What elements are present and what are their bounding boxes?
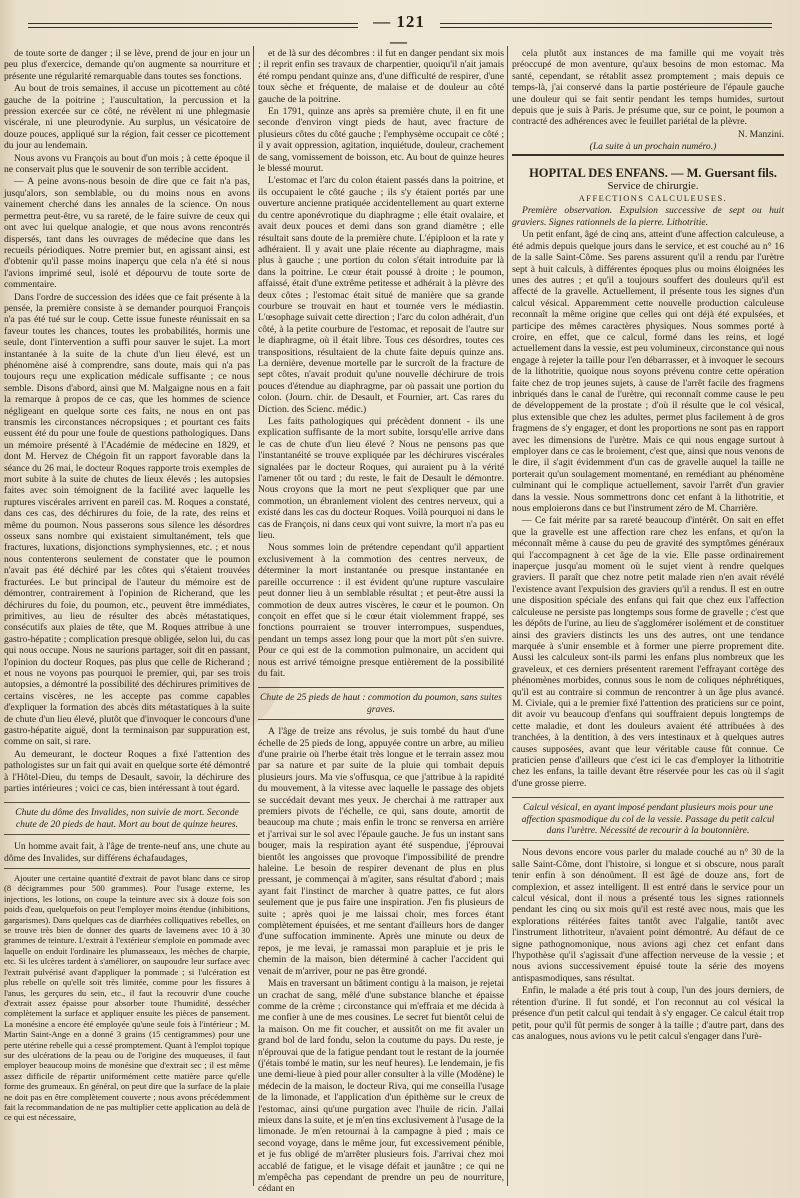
paragraph: Nous devons encore vous parler du malade couché au n° 30 de la salle Saint-Côme, dont l'histoire, si longue et si obscure, nous paraît tenir enfin à son dénoûment. Il est âgé de douze ans, fort de complexion, et assez intelligent. Il est entré dans le service pour un calcul vésical, dont il nous a présenté tous les signes rationnels pendant les cinq ou six mois qu'il est resté avec nous, mais que les explorations réitérées faites tantôt avec l'algalie, tantôt avec l'instrument lithotriteur, n'avaient point démontré. Au défaut de ce signe pathognomonique, nous avions agi chez cet enfant dans l'hypothèse qu'il s'agissait d'une affection nerveuse de la vessie ; et nous avions successivement épuisé toute la série des moyens antispasmodiques, sans résultat. <box>512 847 784 984</box>
section-heading: Chute de 25 pieds de haut : commotion du poumon, sans suites graves. <box>258 687 504 720</box>
column-3 <box>512 48 784 1043</box>
column-2 <box>258 48 504 1196</box>
paragraph: Les faits pathologiques qui précèdent donnent - ils une explication suffisante de la mort subite, lorsqu'elle arrive dans le cas de chute d'un lieu élevé ? Nous ne pensons pas que l'instantanéité se trouve expliquée par les déchirures viscérales signalées par le docteur Roques, qui auraient pu à la vérité l'amener tôt ou tard ; du reste, le fait de Desault le démontre. Nous croyons que la mort ne peut s'expliquer que par une commotion, un ébranlement violent des centres nerveux, qui a existé dans les cas du docteur Roques. Voilà pourquoi ni dans le cas de François, ni dans ceux qui vont suivre, la mort n'a pas eu lieu. <box>258 416 504 542</box>
article-topic: AFFECTIONS CALCULEUSES. <box>578 194 728 204</box>
paragraph: Un homme avait fait, à l'âge de trente-neuf ans, une chute au dôme des Invalides, sur différens échafaudages, <box>4 841 250 864</box>
observation-title: Première observation. Expulsion successive de sept ou huit graviers. Signes rationnels de la pierre. Lithotritie. <box>512 205 784 228</box>
footnote: Ajouter une certaine quantité d'extrait de pavot blanc dans ce sirop (8 décigrammes pour 500 grammes). Pour l'usage externe, les injections, les lotions, on coupe la teinture avec six à douze fois son poids d'eau, quelquefois on peut l'employer moins étendue (inhibitions, gargarismes). Dans quelques cas de diarrhées colliquatives rebelles, on se trouve très bien de donner des quarts de lavemens avec 10 à 30 grammes de teinture. L'extrait à l'extérieur s'emploie en pommade avec laquelle on enduit l'ordinaire les plumasseaux, les mèches de charpie, etc. Si les ulcères tardent à s'améliorer, on saupoudre leur surface avec l'extrait pulvérisé avant d'appliquer la pommade ; si l'ulcération est plus rebelle on qu'elle soit très limitée, comme pour les fissures à l'anus, les gerçures du sein, etc., il faut la recouvrir d'une couche d'extrait assez épaisse pour absorber toute l'humidité, dessécher complètement la surface et appliquer ensuite les pièces de pansement. La monésine a encore été employée qu'une seule fois à l'intérieur ; M. Martin Saint-Ange en a donné 3 grains (15 centigrammes) pour une perte utérine rebelle qui a cessé promptement. Quant à l'emploi topique sur des ulcérations de la peau ou de l'origine des muqueuses, il faut employer beaucoup moins de monésine que d'extrait sec ; il est même assez difficile de répartir uniformément cette matière parce qu'elle forme des grumeaux. En général, on peut dire que la surface de la plaie ne doit pas en être complètement couverte ; nous avons précédemment fait la recommandation de ne pas multiplier cette application au delà de ce qui est nécessaire, <box>4 868 250 1123</box>
header-rule-left <box>28 23 358 28</box>
paragraph: Nous avons vu François au bout d'un mois ; à cette époque il ne conservait plus que le souvenir de son terrible accident. <box>4 152 250 176</box>
paragraph: et de là sur des décombres : il fut en danger pendant six mois ; il reprit enfin ses travaux de charpentier, quoiqu'il n'ait jamais été rompu pendant quinze ans, d'une difficulté de respirer, d'une toux sèche et fréquente, de malaise et de douleur au côté gauche de la poitrine. <box>258 48 504 105</box>
paragraph: Un petit enfant, âgé de cinq ans, atteint d'une affection calculeuse, a été admis depuis quelque jours dans le service, et est couché au n° 16 de la salle Saint-Côme. Ses parens assurent qu'il a rendu par l'urètre sept à huit calculs, à différentes époques plus ou moins éloignées les unes des autres ; et qu'il a toujours souffert des douleurs qu'il est affecté de la gravelle. Actuellement, il présente tous les signes d'un calcul vésical. Apparemment cette nouvelle production calculeuse reconnaît la même origine que celles qui ont déjà été expulsées, et participe des mêmes caractères physiques. Nous sommes porté à croire, en effet, que ce calcul, formé dans les reins, et logé actuellement dans la vessie, est peu volumineux, circonstance qui nous engage à rejeter la taille pour l'en débarrasser, et à invoquer le secours de la lithotritie, quoique nous soyons prévenu contre cette opération faite chez de trop jeunes sujets, à cause de l'arrêt facile des fragmens inbriqués dans le canal de l'urètre, qui reconnaît comme cause le peu de développement de la prostate ; d'où il résulte que le col vésical, plus extensible que chez les adultes, permet plus facilement à de gros fragmens de s'y engager, et dont les proportions ne sont pas en rapport avec les dimensions de l'urètre. Mais ce qui nous engage surtout à employer dans ce cas le broiement, c'est que, ainsi que nous venons de le dire, il s'agit évidemment d'un cas de gravelle auquel la taille ne porterait qu'un soulagement momentané, en remédiant au phénomène culminant qui le complique actuellement, savoir l'arrêt d'un gravier dans la vessie. Nous sommettrons donc cet enfant à la lithotritie, et nous emploierons dans ce but l'instrument zéro de M. Charrière. <box>512 229 785 515</box>
column-divider <box>253 46 254 1186</box>
section-heading: Chute du dôme des Invalides, non suivie de mort. Seconde chute de 20 pieds de haut. Mort au bout de quinze heures. <box>4 802 250 835</box>
paragraph: de toute sorte de danger ; il se lève, prend de jour en jour un peu plus d'exercice, demande qu'on augmente sa nourriture et présente une régularité remarquable dans toutes ses fonctions. <box>4 48 250 82</box>
paragraph: En 1791, quinze ans après sa première chute, il en fit une seconde d'environ vingt pieds de haut, avec fracture de plusieurs côtes du côté gauche ; l'emphysème occupait ce côté ; il y avait oppression, agitation, inquiétude, douleur, crachement de sang, vomissement de boisson, etc. Au bout de quinze heures le blessé mourut. <box>258 106 504 175</box>
paragraph: Enfin, le malade a été pris tout à coup, l'un des jours derniers, de rétention d'urine. Il fut sondé, et l'on reconnut au col vésical la présence d'un petit calcul qui tendait à s'y engager. Ce calcul était trop petit, pour qu'il fût permis de songer à la taille ; d'autre part, dans des cas analogues, nous avions vu le petit calcul s'engager dans l'urè- <box>512 985 784 1042</box>
paragraph: — A peine avons-nous besoin de dire que ce fait n'a pas, jusqu'alors, son semblable, ou du moins nous en avons vainement cherché dans les annales de la science. On nous permettra peut-être, vu sa rareté, de le faire suivre de ceux qui ont avec lui quelque analogie, et que nous avons rencontrés dispersés, tant dans les ouvrages de médecine que dans les recueils périodiques. Notre premier but, en agissant ainsi, est d'obtenir qu'il passe moins inaperçu que cela n'a été si nous l'avions imprimé seul, isolé et dépourvu de toute sorte de commentaire. <box>4 176 250 291</box>
continued-note: (La suite à un prochain numéro.) <box>589 141 717 153</box>
page-header <box>0 10 800 51</box>
paragraph: L'estomac et l'arc du colon étaient passés dans la poitrine, et ils occupaient le côté gauche ; ils s'y étaient portés par une ouverture ancienne pratiquée accidentellement au quart externe du centre aponévrotique du diaphragme ; elle était ovalaire, et avait deux pouces et demi dans son grand diamètre ; elle résultait sans doute de la première chute. L'épiploon et la rate y adhéraient. Il y avait une plaie récente au diaphragme, mais plus à gauche ; une portion du colon s'était introduite par là dans la poitrine. Le cœur était poussé à droite ; le poumon, affaissé, était d'une extrême petitesse et adhérait à la plèvre des deux côtes ; l'estomac était situé de manière que sa grande courbure se trouvait en haut et tournée vers le médiastin. L'œsophage suivait cette direction ; l'arc du colon adhérait, d'un côté, à la petite courbure de l'estomac, et reposait de l'autre sur le diaphragme, où il était libre. Tous ces désordres, toutes ces transpositions, résultaient de la chute faite depuis quinze ans. La dernière, devenue mortelle par le surcroît de la fracture de sept côtes, n'avait produit qu'une nouvelle déchirure de trois pouces d'étendue au diaphragme, par où passait une portion du colon. (Journ. chir. de Desault, et Fournier, art. Cas rares du Diction. des Scienc. médic.) <box>258 175 504 415</box>
paragraph: Dans l'ordre de succession des idées que ce fait présente à la pensée, la première consiste à se demander pourquoi François n'a pas été tué sur le coup. Cette issue funeste réunissait en sa faveur toutes les chances, toutes les probabilités, hormis une seule, dont l'intervention a suffi pour sauver le sujet. La mort instantanée à la suite de la chute d'un lieu élevé, est un phénomène aisé à comprendre, sans doute, mais qui n'a pas toujours reçu une explication médicale suffisante ; ce nous semble. Disons d'abord, ainsi que M. Malgaigne nous en a fait la remarque à propos de ce cas, que les hommes de science négligeant en quelque sorte ces faits, ne nous en ont pas transmis les circonstances nécropsiques ; et pourtant ces faits eussent été du pour une foule de questions pathologiques. Dans un mémoire présenté à l'Académie de médecine en 1829, et dont M. Hervez de Chégoin fit un rapport favorable dans la séance du 26 mai, le docteur Roques rapporte trois exemples de mort subite à la suite de chutes de lieux élevés ; les autopsies faites avec soin témoignent de la facilité avec laquelle les ruptures viscérales arrivent en pareil cas. M. Roques a constaté, dans ces cas, des déchirures du foie, de la rate, des reins et même du poumon. Nous passerons sous silence les désordres osseux sans nombre qui existaient simultanément, tels que fractures, luxations, disjonctions symphysiennes, etc. ; et nous nous contenterons seulement de constater que le poumon n'avait pas été déchiré par les côtes qui s'étaient trouvées fracturées. Le but principal de l'auteur du mémoire est de démontrer, contrairement à l'opinion de Richerand, que les déchirures du foie, du poumon, etc., peuvent être immédiates, primitives, au lieu de résulter des abcès métastatiques, consécutifs aux plaies de tête, que M. Roques attribue à une gastro-hépatite ; complication presque obligée, selon lui, du cas qui nous occupe. Nous ne saurions partager, soit dit en passant, l'opinion du docteur Roques, pas plus que celle de Richerand ; et nous ne voyons pas pourquoi le premier, qui, par ses trois autopsies, a démontré la possibilité des déchirures primitives de certains viscères, ne les accepte pas comme capables d'expliquer la formation des abcès dits métastatiques à la suite de chute d'un lieu élevé, plutôt que d'invoquer le concours d'une gastro-hépatite aiguë, dont la terminaison par suppuration est, comme on sait, si rare. <box>4 291 250 748</box>
paragraph: — Ce fait mérite par sa rareté beaucoup d'intérêt. On sait en effet que la gravelle est une affection rare chez les enfans, et qu'on la méconnaît même à cause du peu de gravité des symptômes généraux qui l'accompagnent à cet âge de la vie. Elle passe ordinairement inaperçue jusqu'au moment où le sujet vient à rendre quelques graviers. Il paraît que chez notre petit malade rien n'en avait révélé l'existence avant l'expulsion des graviers qu'il a rendus. Il est en outre une disposition spéciale des enfans qui fait que chez eux l'affection calculeuse ne persiste pas longtemps sous forme de gravelle ; c'est que les dépôts de l'urine, au lieu de s'agglomérer isolément et de constituer ainsi des graviers distincts les uns des autres, ont une tendance marquée à s'unir ensemble et à former une pierre proprement dite. Aussi les calculeux sont-ils parmi les enfans plus nombreux que les graveleux, et ces derniers présentent rarement l'effrayant cortège des phénomènes morbides, connus sous le nom de coliques néphrétiques, qu'il est au contraire si commun de rencontrer à un âge plus avancé. M. Civiale, qui a le premier fixé l'attention des praticiens sur ce point, dit avoir vu beaucoup d'enfans qui souffraient depuis longtemps de cette maladie, et dont les douleurs avaient été attribuées à des tranchées, à la dentition, à des vers intestinaux et à quelques autres causes supposées, avant que leur véritable cause fût connue. Ce praticien pense d'ailleurs que c'est ici le cas d'employer la lithotritie chez les enfans, la taille devant être réservée pour les cas où il s'agit d'une grosse pierre. <box>512 515 784 789</box>
header-rule-right <box>440 23 772 28</box>
article-subheading: Service de chirurgie. <box>607 179 699 192</box>
paragraph: cela plutôt aux instances de ma famille qui me voyait très préoccupé de mon aventure, qu'aux besoins de mon estomac. Ma santé, cependant, se rétablit assez promptement ; mais depuis ce temps-là, j'ai conservé dans la partie postérieure de l'épaule gauche une douleur qui se fait sentir pendant les temps humides, surtout depuis que je suis à Paris. Je présume que, sur ce point, le poumon a contracté des adhérences avec le feuillet pariétal de la plèvre. <box>512 48 784 128</box>
article-heading: HOPITAL DES ENFANS. — M. Guersant fils. <box>512 154 784 180</box>
column-1 <box>4 48 250 1124</box>
paragraph: Au bout de trois semaines, il accuse un picottement au côté gauche de la poitrine ; l'auscultation, la percussion et la pression exercée sur ce côté, ne révèlent ni une phlegmasie viscérale, ni une pleurodynie. Au surplus, un vésicatoire de douze pouces, appliqué sur la région, fait cesser ce picottement du jour au lendemain. <box>4 83 250 152</box>
section-heading: Calcul vésical, en ayant imposé pendant plusieurs mois pour une affection spasmodique du col de la vessie. Passage du petit calcul dans l'urètre. Nécessité de recourir à la boutonnière. <box>512 797 784 841</box>
paragraph: Au demeurant, le docteur Roques a fixé l'attention des pathologistes sur un fait qui avait en quelque sorte été démontré à l'Hôtel-Dieu, du temps de Desault, savoir, la déchirure des parties intérieures ; voici ce cas, bien intéressant à tout égard. <box>4 748 250 794</box>
author-signature: N. Manzini. <box>737 128 784 140</box>
paragraph: Nous sommes loin de prétendre cependant qu'il appartient exclusivement à la commotion des centres nerveux, de déterminer la mort instantanée ou presque instantanée en pareille occurrence : il est évident qu'une rupture vasculaire peut donner lieu à un semblable résultat ; et peut-être aussi la commotion de deux autres viscères, le cœur et le poumon. On conçoit en effet que si le cœur était violemment frappé, ses fonctions pourraient se trouver interrompues, suspendues, pendant un temps assez long pour que la mort pût s'en suivre. Pour ce qui est de la commotion pulmonaire, un accident qui nous est arrivé témoigne presque entièrement de la possibilité du fait. <box>258 542 504 679</box>
page-number: — 121 — <box>373 12 425 51</box>
paragraph: A l'âge de treize ans révolus, je suis tombé du haut d'une échelle de 25 pieds de long, appuyée contre un arbre, au milieu d'une prairie où l'herbe était très longue et le terrain assez mou par sa nature et par suite de la pluie qui tombait depuis plusieurs jours. Ma vie s'offusqua, ce que j'attribue à la rapidité du mouvement, à la vitesse avec laquelle le passage des objets se succédait devant mes yeux. Je cherchai à me rattraper aux premiers pivots de l'échelle, ce qui, sans doute, amortit de beaucoup ma chute ; mais enfin le tronc se renversa en arrière et j'arrivai sur le sol avec l'épaule gauche. Je fus un instant sans bouger, mais la respiration ayant été suspendue, j'éprouvai bientôt les angoisses que provoque l'impossibilité de prendre haleine. Le besoin de respirer devenant de plus en plus pressant, je commençai à m'agiter, sans résultat d'abord ; mais ayant fait l'instinct de marcher à quatre pattes, ce fut alors seulement que je pus faire une inspiration. J'en fis plusieurs de suite ; après quoi je me laissai choir, mes forces étant complètement épuisées, et me sentant d'ailleurs hors de danger d'une suffocation imminente. Après une minute ou deux de repos, je me levai, je ramassai mon parapluie et je pris le chemin de la maison, bien déterminé à cacher l'accident qui venait de m'arriver, pour ne pas être grondé. <box>258 726 504 977</box>
column-divider <box>507 46 508 1186</box>
paragraph: Mais en traversant un bâtiment contigu à la maison, je rejetai un crachat de sang, mêlé d'une substance blanche et épaisse comme de la crème ; circonstance qui m'effraia et me décida à me confier à une de mes cousines. Le secret fut bientôt celui de la maison. On me fit coucher, et aussitôt on me fit avaler un grand bol de lard fondu, selon la coutume du pays. Du reste, je n'éprouvai que de la fatigue pendant tout le restant de la journée (j'étais tombé le matin, sur les neuf heures). Le lendemain, je fis une demi-lieue à pied pour aller consulter à la ville (Modène) le médecin de la maison, le docteur Riva, qui me conseilla l'usage de la limonade, et l'application d'un épithème sur le creux de l'estomac, ainsi qu'une purgation avec l'huile de ricin. J'allai mieux dans la suite, et je m'en tins exclusivement à l'usage de la limonade. Je m'en retournai à la campagne à pied ; mais ce second voyage, dans le même jour, fut excessivement pénible, et je fus obligé de m'arrêter plusieurs fois. J'arrivai chez moi accablé de fatigue, et le visage défait et jaunâtre ; ce qui ne m'empêcha pas cependant de prendre un peu de nourriture, cédant en <box>258 978 504 1195</box>
